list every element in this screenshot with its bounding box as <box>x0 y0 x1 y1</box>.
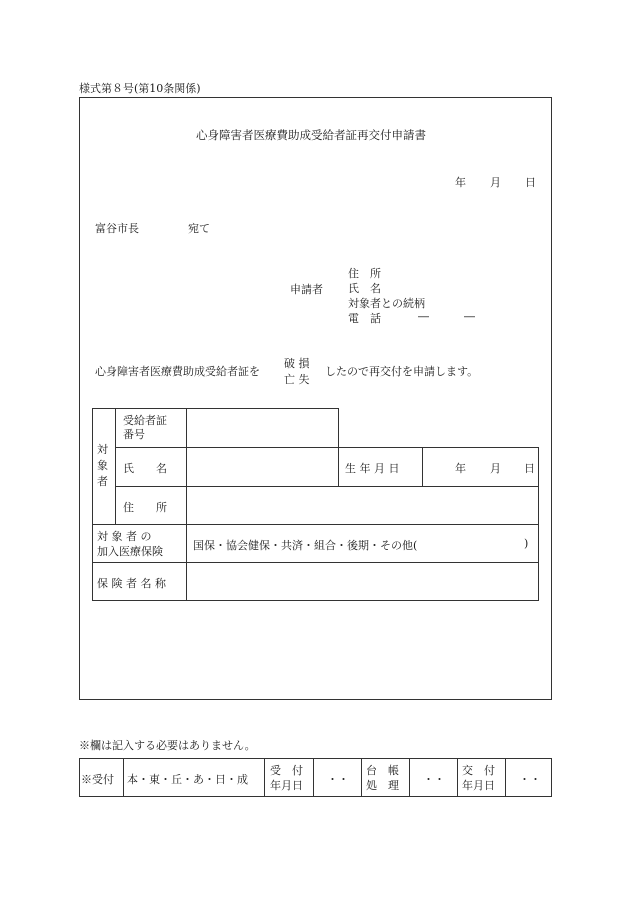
applicant-address-label: 住 所 <box>348 267 381 280</box>
form-title: 心身障害者医療費助成受給者証再交付申請書 <box>196 128 426 142</box>
receipt-date-dots: ・・ <box>327 773 349 786</box>
option-lost: 亡 失 <box>284 373 310 386</box>
phone-dash-2: ― <box>464 310 475 323</box>
phone-dash-1: ― <box>418 310 429 323</box>
applicant-name-label: 氏 名 <box>348 282 381 295</box>
birth-year-label: 年 <box>455 462 466 475</box>
received-label: ※受付 <box>81 773 114 786</box>
statement-prefix: 心身障害者医療費助成受給者証を <box>95 365 260 378</box>
application-form-frame <box>79 97 552 700</box>
date-month-label: 月 <box>490 176 501 189</box>
applicant-label: 申請者 <box>290 283 323 296</box>
form-number: 様式第８号(第10条関係) <box>79 82 201 95</box>
option-damaged: 破 損 <box>284 357 310 370</box>
birth-date-label: 生 年 月 日 <box>345 462 400 475</box>
branch-offices: 本・東・丘・あ・日・成 <box>127 773 248 786</box>
office-use-note: ※欄は記入する必要はありません。 <box>79 739 256 752</box>
insurance-close-paren: ) <box>524 537 529 550</box>
birth-month-label: 月 <box>490 462 501 475</box>
addressee-suffix: 宛て <box>188 222 210 235</box>
date-day-label: 日 <box>525 176 536 189</box>
cert-number-label: 受給者証 番号 <box>123 414 167 441</box>
applicant-phone-label: 電 話 <box>348 312 381 325</box>
insurer-name-label: 保 険 者 名 称 <box>97 577 166 590</box>
ledger-processing-label: 台 帳 処 理 <box>366 764 399 792</box>
birth-day-label: 日 <box>524 462 535 475</box>
target-person-side-label: 対 象 者 <box>97 443 108 488</box>
date-year-label: 年 <box>455 176 466 189</box>
issue-date-label: 交 付 年月日 <box>462 764 495 792</box>
name-label: 氏 名 <box>123 462 167 475</box>
receipt-date-label: 受 付 年月日 <box>270 764 303 792</box>
ledger-dots: ・・ <box>423 773 445 786</box>
applicant-relation-label: 対象者との続柄 <box>348 297 425 310</box>
address-label: 住 所 <box>123 501 167 514</box>
insurance-label: 対 象 者 の 加入医療保険 <box>97 530 163 558</box>
statement-suffix: したので再交付を申請します。 <box>325 365 479 378</box>
addressee-name: 富谷市長 <box>95 222 139 235</box>
insurance-options: 国保・協会健保・共済・組合・後期・その他( <box>193 539 418 552</box>
issue-date-dots: ・・ <box>519 773 541 786</box>
